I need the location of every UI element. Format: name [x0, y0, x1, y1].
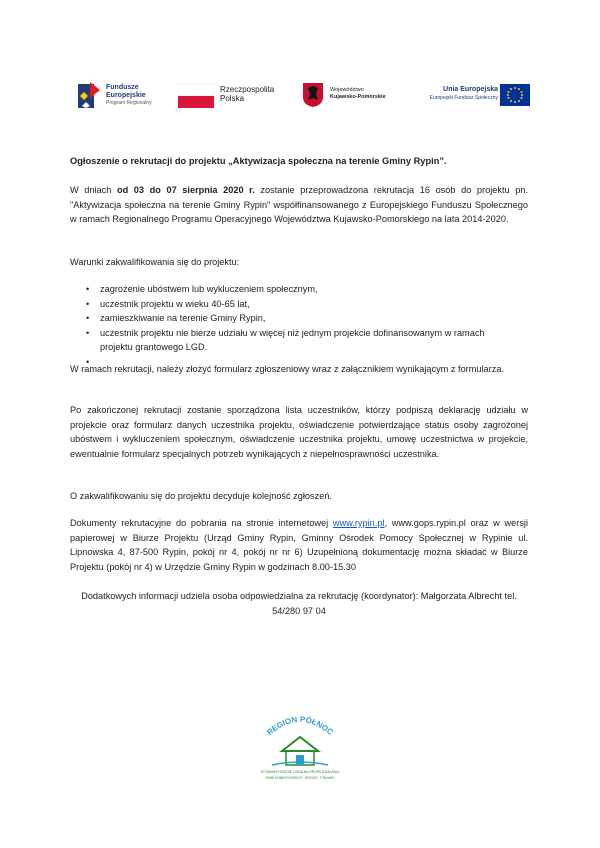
intro-post: zostanie przeprowadzona rekrutacja 16 osób do projektu pn. "Aktywizacja społeczna na terenie Gminy Rypin" współfinansowanego z Europejskiego Funduszu Społecznego w ramach Regionalnego Programu Operacyjnego Województwa Kujawsko-Pomorskiego na lata 2014-2020. [70, 185, 528, 225]
conditions-list [88, 282, 518, 370]
rypin-link[interactable]: www.rypin.pl [332, 518, 385, 528]
house-icon [272, 737, 328, 765]
form-paragraph: W ramach rekrutacji, należy złożyć formularz zgłoszeniowy wraz z załącznikiem wynikającym z formularza. [70, 364, 504, 374]
intro-pre: W dniach [70, 185, 117, 195]
fundusze-line2: Europejskie [106, 91, 146, 99]
unia-line1: Unia Europejska [443, 86, 498, 93]
eu-flag-icon [500, 84, 530, 106]
list-item: • zamieszkiwanie na terenie Gminy Rypin, [88, 311, 518, 326]
rzeczpospolita-polska-logo [178, 76, 283, 116]
fundusze-line3: Program Regionalny [106, 100, 152, 106]
documents-pre: Dokumenty rekrutacyjne do pobrania na stronie internetowej [70, 518, 333, 528]
documents-paragraph [70, 516, 528, 574]
qualification-order-paragraph: O zakwalifikowaniu się do projektu decyduje kolejność zgłoszeń. [70, 491, 332, 501]
rzeczpospolita-line1: Rzeczpospolita [220, 85, 275, 94]
list-item: • uczestnik projektu w wieku 40-65 lat, [88, 297, 518, 312]
footer-logo-name: REGION PÓŁNOC [265, 714, 335, 738]
fundusze-star-icon [76, 80, 102, 110]
poland-flag-icon [178, 84, 214, 108]
wojewodztwo-line1: Województwo [330, 87, 364, 93]
unia-line2: Europejski Fundusz Społeczny [429, 94, 498, 101]
coat-of-arms-icon [302, 82, 324, 108]
footer-logo-line1: STOWARZYSZENIE LOKALNA GRUPA DZIAŁANIA [260, 770, 340, 774]
footer-logo-line2: GMIN DOBRZYŃSKICH · ROGÓŻ · PÓŁNOC [265, 776, 335, 780]
logos-bar [70, 76, 530, 116]
intro-paragraph [70, 183, 528, 227]
unia-europejska-logo [406, 76, 530, 116]
list-item: • zagrożenie ubóstwem lub wykluczeniem społecznym, [88, 282, 518, 297]
fundusze-europejskie-logo [70, 76, 170, 116]
participants-list-paragraph: Po zakończonej rekrutacji zostanie sporządzona lista uczestników, którzy podpiszą deklarację udziału w projekcie oraz formularz danych uczestnika projektu, oświadczenie potwierdzające status osoby zagrożonej ubóstwem i wykluczeniem społecznym, oświadczenie uczestnika projektu, umowę uczestnictwa w projekcie, ewentualnie formularz specjalnych potrzeb wynikających z niepełnosprawności uczestnika. [70, 405, 528, 459]
contact-paragraph: Dodatkowych informacji udziela osoba odpowiedzialna za rekrutację (koordynator): Małgorzata Albrecht tel. 54/280 97 04 [81, 591, 517, 616]
list-item: • uczestnik projektu nie bierze udziału w więcej niż jednym projekcie dofinansowanym w ramach projektu grantowego LGD. [88, 326, 518, 355]
wojewodztwo-logo [302, 76, 402, 116]
region-polnoc-logo [252, 707, 348, 787]
rzeczpospolita-line2: Polska [220, 94, 245, 103]
conditions-heading: Warunki zakwalifikowania się do projektu: [70, 257, 240, 267]
wojewodztwo-line2: Kujawsko-Pomorskie [330, 94, 386, 100]
intro-dates: od 03 do 07 sierpnia 2020 r. [116, 185, 255, 195]
announcement-title: Ogłoszenie o rekrutacji do projektu „Aktywizacja społeczna na terenie Gminy Rypin”. [70, 156, 447, 166]
documents-post: , www.gops.rypin.pl oraz w wersji papierowej w Biurze Projektu (Urząd Gminy Rypin, Gminny Ośrodek Pomocy Społecznej w Rypinie ul. Lipnowska 4, 87-500 Rypin, pokój nr 4, pokój nr nr 6) Uzupełnioną dokumentację można składać w Biurze Projektu (pokój nr 4) w Urzędzie Gminy Rypin w godzinach 8.00-15.30 [70, 518, 528, 572]
fundusze-line1: Fundusze [106, 84, 139, 91]
